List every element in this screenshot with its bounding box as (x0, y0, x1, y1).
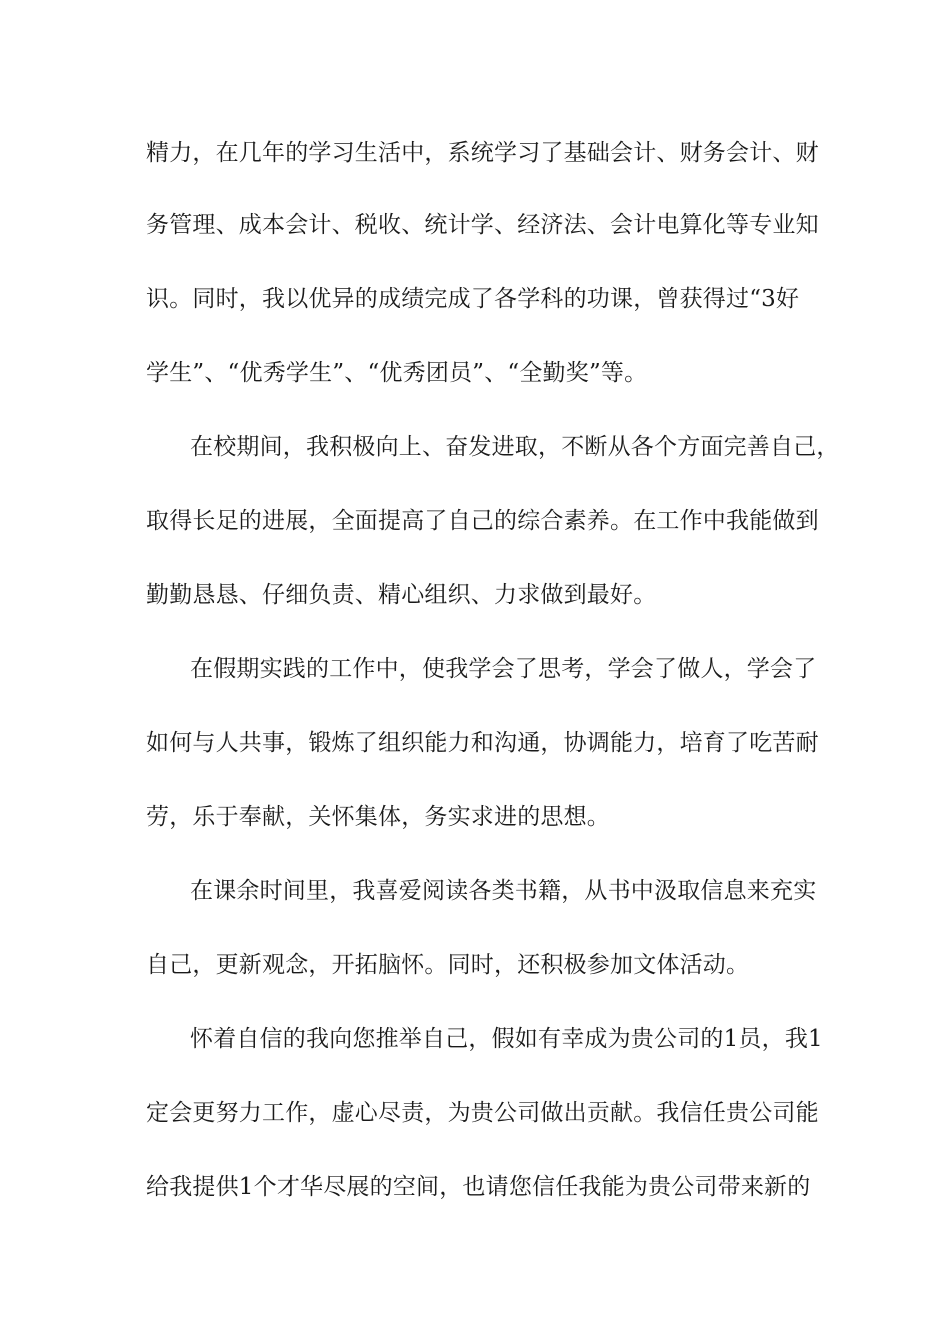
paragraph-start-line: 在假期实践的工作中，使我学会了思考，学会了做人，学会了 (190, 656, 817, 682)
text-line: 务管理、成本会计、税收、统计学、经济法、会计电算化等专业知 (146, 212, 819, 238)
paragraph-start-line: 在课余时间里，我喜爱阅读各类书籍，从书中汲取信息来充实 (190, 878, 817, 904)
text-line: 学生”、“优秀学生”、“优秀团员”、“全勤奖”等。 (146, 360, 648, 386)
text-line: 精力，在几年的学习生活中，系统学习了基础会计、财务会计、财 (146, 140, 819, 166)
text-line: 识。同时，我以优异的成绩完成了各学科的功课，曾获得过“3好 (146, 286, 800, 312)
text-line: 给我提供1个才华尽展的空间，也请您信任我能为贵公司带来新的 (146, 1174, 811, 1200)
text-line: 自己，更新观念，开拓脑怀。同时，还积极参加文体活动。 (146, 952, 750, 978)
text-line: 勤勤恳恳、仔细负责、精心组织、力求做到最好。 (146, 582, 657, 608)
text-line: 劳，乐于奉献，关怀集体，务实求进的思想。 (146, 804, 610, 830)
text-line: 定会更努力工作，虚心尽责，为贵公司做出贡献。我信任贵公司能 (146, 1100, 819, 1126)
text-line: 取得长足的进展，全面提高了自己的综合素养。在工作中我能做到 (146, 508, 819, 534)
paragraph-start-line: 在校期间，我积极向上、奋发进取，不断从各个方面完善自己， (190, 434, 840, 460)
paragraph-start-line: 怀着自信的我向您推举自己，假如有幸成为贵公司的1员，我1 (190, 1026, 823, 1052)
text-line: 如何与人共事，锻炼了组织能力和沟通，协调能力，培育了吃苦耐 (146, 730, 819, 756)
